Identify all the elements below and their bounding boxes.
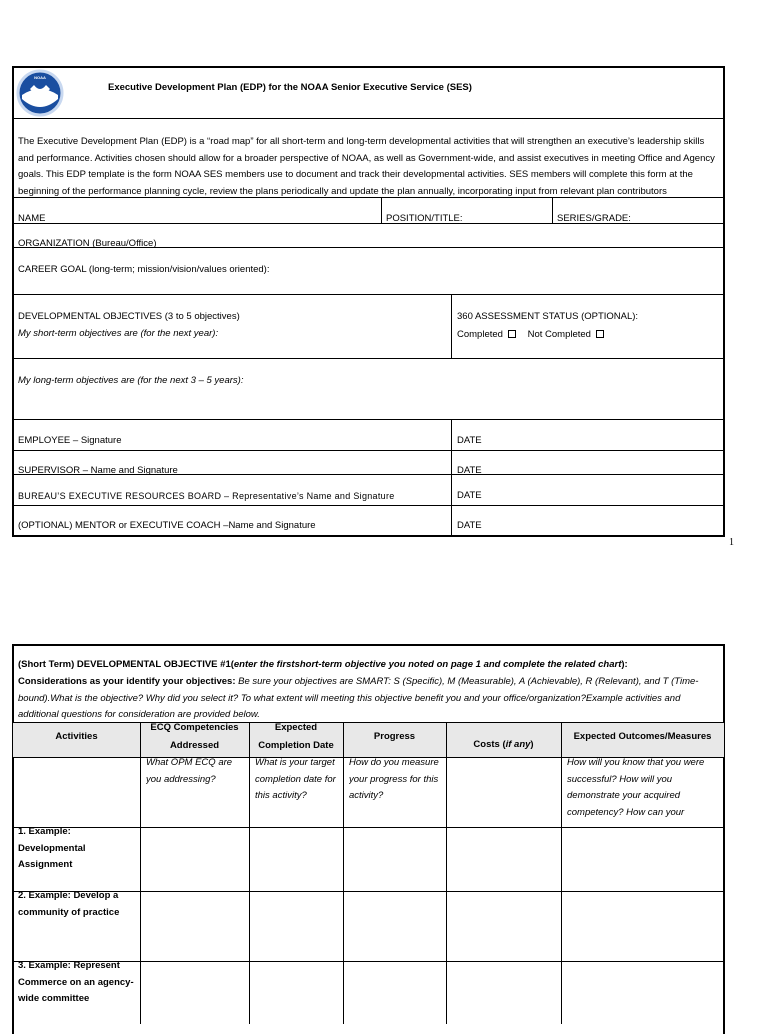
table-row: 1. Example: Developmental Assignment bbox=[18, 826, 86, 870]
considerations-label: Considerations as your identify your objectives: bbox=[18, 676, 236, 687]
completed-label: Completed bbox=[457, 329, 503, 340]
name-field-label: NAME bbox=[18, 213, 46, 223]
supervisor-date-label: DATE bbox=[457, 465, 482, 474]
mentor-date-label: DATE bbox=[457, 520, 482, 531]
objective-instruction: enter the firstshort-term objective you noted on page 1 and complete the related chart bbox=[233, 659, 622, 670]
table-row: 3. Example: Represent Commerce on an agency-wide committee bbox=[18, 960, 134, 1004]
column-header-ecq-line2: Addressed bbox=[169, 740, 220, 751]
board-date-label: DATE bbox=[457, 490, 482, 501]
not-completed-checkbox[interactable] bbox=[596, 330, 604, 338]
table-row: 2. Example: Develop a community of practice bbox=[18, 890, 120, 918]
dev-objectives-label: DEVELOPMENTAL OBJECTIVES (3 to 5 objectives) bbox=[18, 311, 240, 322]
organization-field-label: ORGANIZATION (Bureau/Office) bbox=[18, 238, 157, 247]
column-header-progress: Progress bbox=[373, 731, 416, 742]
employee-signature-label: EMPLOYEE – Signature bbox=[18, 435, 122, 446]
not-completed-label: Not Completed bbox=[527, 329, 591, 340]
long-term-objectives-label: My long-term objectives are (for the next 3 – 5 years): bbox=[18, 375, 244, 386]
assessment-status-label: 360 ASSESSMENT STATUS (OPTIONAL): bbox=[457, 311, 639, 322]
column-header-costs: Costs (if any) bbox=[473, 739, 534, 750]
ecq-prompt: What OPM ECQ are you addressing? bbox=[146, 757, 233, 785]
column-header-expected-line2: Completion Date bbox=[258, 740, 334, 751]
column-header-outcomes: Expected Outcomes/Measures bbox=[573, 731, 712, 742]
noaa-logo bbox=[16, 69, 64, 117]
objective-heading: (Short Term) DEVELOPMENTAL OBJECTIVE #1(enter the firstshort-term objective you noted on page 1 and complete the related chart): bbox=[18, 659, 628, 670]
completion-prompt: What is your target completion date for this activity? bbox=[255, 757, 336, 801]
column-header-ecq: ECQ Competencies bbox=[150, 722, 239, 733]
career-goal-label: CAREER GOAL (long-term; mission/vision/values oriented): bbox=[18, 264, 270, 275]
progress-prompt: How do you measure your progress for this activity? bbox=[349, 757, 439, 801]
intro-paragraph: The Executive Development Plan (EDP) is a “road map” for all short-term and long-term developmental activities that will strengthen an executive’s leadership skills and performance. Activities chosen should allow for a broader perspective of NOAA, as well as Government-wide, and assist executives in meeting Office and Agency goals. This EDP template is the form NOAA SES members use to document and track their developmental activities. SES members will complete this form at the beginning of the performance planning cycle, review the plans periodically and update the plan annually, incorporating input from relevant plan contributors bbox=[18, 136, 715, 196]
considerations-block bbox=[18, 674, 720, 722]
logo-text: NOAA bbox=[34, 75, 46, 80]
assessment-options bbox=[457, 329, 604, 341]
page-number: 1 bbox=[729, 537, 734, 548]
completed-checkbox[interactable] bbox=[508, 330, 516, 338]
column-header-expected: Expected bbox=[274, 722, 318, 733]
column-header-activities: Activities bbox=[55, 731, 98, 742]
outcomes-prompt: How will you know that you were successful? How will you demonstrate your acquired competency? How can your bbox=[567, 757, 705, 818]
board-signature-label: BUREAU’S EXECUTIVE RESOURCES BOARD – Representative’s Name and Signature bbox=[18, 491, 395, 501]
short-term-objectives-label: My short-term objectives are (for the next year): bbox=[18, 328, 219, 339]
employee-date-label: DATE bbox=[457, 435, 482, 446]
considerations-text: Be sure your objectives are SMART: S (Specific), M (Measurable), A (Achievable), R (Relevant), and T (Time-bound).What is the objective? Why did you select it? To what extent will meeting this objective benefit you and your office/organization?Example activities and additional questions for consideration are provided below. bbox=[18, 676, 699, 720]
mentor-signature-label: (OPTIONAL) MENTOR or EXECUTIVE COACH –Name and Signature bbox=[18, 520, 316, 531]
supervisor-signature-label: SUPERVISOR – Name and Signature bbox=[18, 465, 178, 474]
page-title: Executive Development Plan (EDP) for the NOAA Senior Executive Service (SES) bbox=[108, 82, 472, 93]
series-field-label: SERIES/GRADE: bbox=[557, 213, 631, 223]
position-field-label: POSITION/TITLE: bbox=[386, 213, 463, 223]
